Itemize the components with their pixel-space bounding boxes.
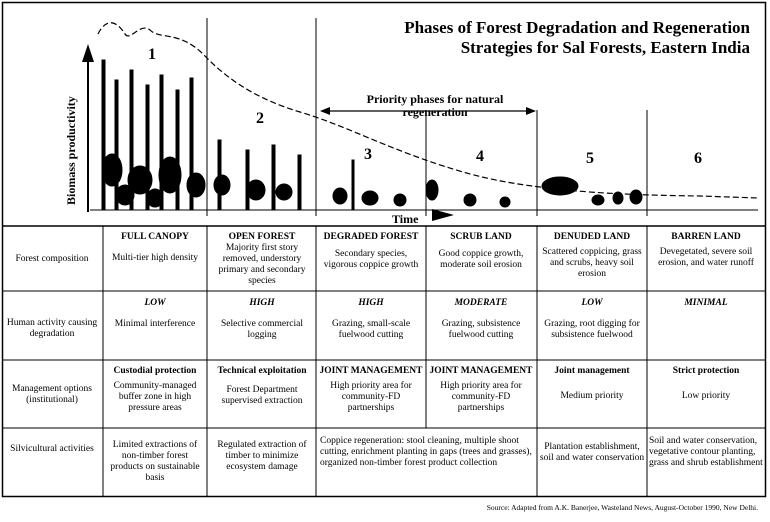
phase-number: 1	[148, 46, 156, 63]
cell-heading: OPEN FOREST	[228, 232, 296, 242]
cell-text: Selective commercial logging	[220, 319, 304, 340]
cell-heading: LOW	[144, 298, 166, 308]
cell-heading: HIGH	[358, 298, 384, 308]
y-axis-arrow	[82, 44, 94, 62]
y-axis-label: Biomass productivity	[64, 96, 78, 205]
cell-heading: JOINT MANAGEMENT	[319, 366, 423, 376]
cell-heading: DEGRADED FOREST	[323, 232, 419, 242]
title-line-1: Phases of Forest Degradation and Regeneration	[404, 18, 750, 37]
composition-cell	[318, 232, 424, 271]
cell-heading: MINIMAL	[684, 298, 728, 308]
cell-heading: DENUDED LAND	[553, 232, 631, 242]
phase-number: 6	[694, 150, 702, 167]
management-cell	[106, 366, 204, 414]
phase-number: 4	[476, 148, 484, 165]
cell-heading: Strict protection	[672, 366, 740, 376]
phase-number: 3	[364, 146, 372, 163]
x-axis-arrow	[432, 209, 454, 221]
row-label-human-activity: Human activity causing degradation	[6, 318, 98, 339]
cell-heading: SCRUB LAND	[450, 232, 512, 242]
cell-text: Secondary species, vigorous coppice growth	[323, 249, 419, 270]
row-label-forest-composition: Forest composition	[15, 254, 89, 264]
cell-text: Grazing, small-scale fuelwood cutting	[331, 319, 411, 340]
cell-text: Minimal interference	[114, 319, 196, 329]
silviculture-cell: Coppice regeneration: stool cleaning, multiple shoot cutting, enrichment planting in gaps (trees and grasses), organized non-timber forest product collection	[320, 436, 532, 468]
row-label-management: Management options (institutional)	[12, 384, 92, 405]
human-activity-cell	[106, 298, 204, 330]
cell-text: High priority area for community-FD partnerships	[330, 381, 412, 413]
management-cell	[539, 366, 645, 402]
priority-line-1: Priority phases for natural	[366, 92, 504, 106]
phase-number: 5	[586, 150, 594, 167]
cell-text: Scattered coppicing, grass and scrubs, heavy soil erosion	[542, 247, 642, 279]
phase-number: 2	[256, 110, 264, 127]
cell-text: Good coppice growth, moderate soil erosion	[438, 249, 524, 270]
management-cell	[210, 366, 314, 407]
management-cell	[649, 366, 763, 402]
composition-cell	[106, 232, 204, 264]
human-activity-cell	[539, 298, 645, 341]
cell-text: Community-managed buffer zone in high pressure areas	[113, 381, 197, 413]
composition-cell	[210, 232, 314, 287]
human-activity-cell	[649, 298, 763, 309]
human-activity-cell	[428, 298, 534, 341]
cell-heading: Custodial protection	[113, 366, 197, 376]
source-note: Source: Adapted from A.K. Banerjee, Wasteland News, August-October 1990, New Delhi.	[486, 503, 758, 512]
silviculture-cell: Plantation establishment, soil and water conservation	[539, 442, 645, 463]
priority-line-2: regeneration	[402, 105, 468, 119]
cell-heading: BARREN LAND	[671, 232, 741, 242]
priority-label	[335, 93, 535, 119]
management-cell	[318, 366, 424, 414]
x-axis-label: Time	[392, 212, 419, 226]
composition-cell	[428, 232, 534, 271]
priority-arrow-left	[320, 107, 330, 115]
cell-heading: Technical exploitation	[217, 366, 307, 376]
cell-text: High priority area for community-FD partnerships	[440, 381, 522, 413]
composition-cell	[649, 232, 763, 269]
cell-heading: HIGH	[249, 298, 275, 308]
cell-heading: Joint management	[554, 366, 630, 376]
management-cell	[428, 366, 534, 414]
composition-cell	[539, 232, 645, 280]
cell-text: Forest Department supervised extraction	[221, 385, 303, 406]
silviculture-cell: Limited extractions of non-timber forest products on sustainable basis	[110, 440, 200, 483]
cell-text: Devegetated, severe soil erosion, and water runoff	[658, 247, 754, 268]
cell-text: Majority first story removed, understory primary and secondary species	[218, 243, 306, 286]
cell-heading: FULL CANOPY	[121, 232, 189, 242]
cell-text: Multi-tier high density	[111, 253, 199, 263]
cell-text: Medium priority	[560, 391, 624, 401]
human-activity-cell	[210, 298, 314, 341]
row-label-silviculture: Silvicultural activities	[10, 444, 94, 454]
forest-vegetation	[102, 60, 642, 210]
human-activity-cell	[318, 298, 424, 341]
cell-heading: JOINT MANAGEMENT	[429, 366, 533, 376]
title-line-2: Strategies for Sal Forests, Eastern India	[460, 38, 750, 57]
cell-text: Grazing, subsistence fuelwood cutting	[441, 319, 521, 340]
cell-text: Low priority	[681, 391, 731, 401]
silviculture-cell: Soil and water conservation, vegetative contour planting, grass and shrub establishment	[649, 436, 763, 468]
silviculture-cell: Regulated extraction of timber to minimize ecosystem damage	[217, 440, 307, 472]
cell-heading: LOW	[581, 298, 603, 308]
cell-text: Grazing, root digging for subsistence fuelwood	[544, 319, 640, 340]
cell-heading: MODERATE	[454, 298, 508, 308]
